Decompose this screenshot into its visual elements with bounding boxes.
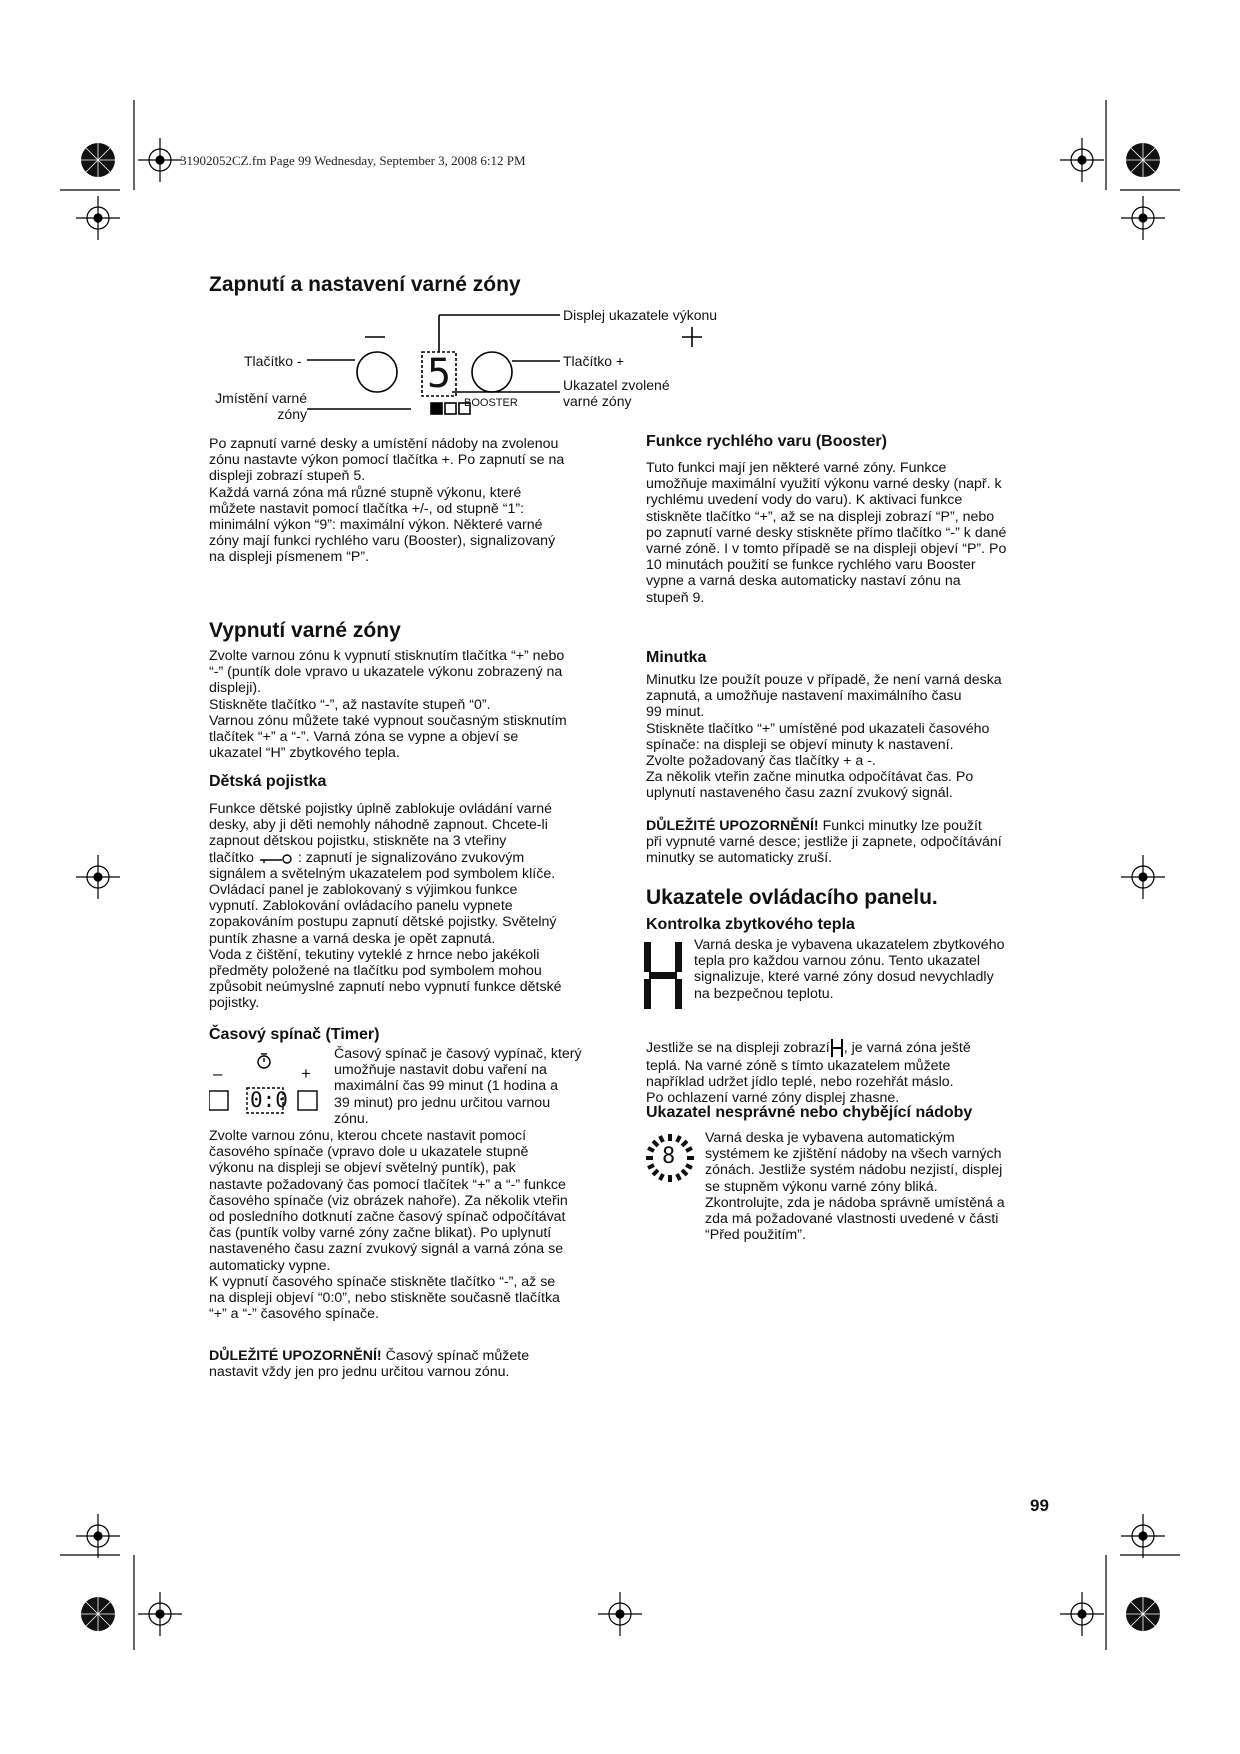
- residual-heat-body: [646, 1038, 1066, 1107]
- timer-title: Časový spínač (Timer): [209, 1026, 380, 1043]
- h-segment-icon: [642, 940, 684, 1012]
- minute-timer-important-note: [646, 818, 1066, 867]
- timer-important-label: DŮLEŽITÉ UPOZORNĚNÍ!: [209, 1348, 382, 1364]
- minute-important-label: DŮLEŽITÉ UPOZORNĚNÍ!: [646, 818, 819, 834]
- timer-important-text: Časový spínač můžete nastavit vždy jen pro jednu určitou varnou zónu.: [209, 1348, 530, 1381]
- booster-body: Tuto funkci mají jen některé varné zóny. Funkce umožňuje maximální využití výkonu varné desky (např. k rychlému uvedení vody do varu). K aktivaci funkce stiskněte tlačítko “+”, až se na displeji zobrazí “P”, nebo po zapnutí varné desky stiskněte přímo tlačítko “-” k dané varné zóně. I v tomto případě se na displeji objeví “P”. Po 10 minutách použití se funkce rychlého varu Booster vypne a varná deska automaticky nastaví zónu na stupeň 9.: [646, 460, 1007, 606]
- file-header: 31902052CZ.fm Page 99 Wednesday, September 3, 2008 6:12 PM: [180, 153, 526, 168]
- h-small-icon: [830, 1038, 844, 1058]
- timer-display-value: 0:0: [250, 1088, 288, 1112]
- key-icon: [258, 852, 294, 864]
- pan-detection-title: Ukazatel nesprávné nebo chybějící nádoby: [646, 1104, 973, 1121]
- booster-label: BOOSTER: [464, 397, 518, 409]
- child-lock-text-before: Funkce dětské pojistky úplně zablokuje ovládání varné desky, aby ji děti nemohly náhodně zapnout. Chcete-li zapnout dětskou pojistku, stiskněte na 3 vteřiny tlačítko: [209, 801, 553, 866]
- timer-side-text: Časový spínač je časový vypínač, který umožňuje nastavit dobu vaření na maximální čas 99 minut (1 hodina a 39 minut) pro jednu určitou varnou zónu.: [334, 1046, 582, 1127]
- timer-minus-label: –: [213, 1064, 223, 1083]
- child-lock-title: Dětská pojistka: [209, 773, 327, 790]
- label-display: Displej ukazatele výkonu: [563, 307, 718, 323]
- child-lock-text-after: : zapnutí je signalizováno zvukovým signálem a světelným ukazatelem pod symbolem klíče. Ovládací panel je zablokovaný s výjimkou funkce vypnutí. Zablokování ovládacího panelu vypnete zopakováním postupu zapnutí dětské pojistky. Světelný puntík zhasne a varná deska je opět zapnutá. Voda z čištění, tekutiny vyteklé z hrnce nebo jakékoli předměty položené na tlačítku pod symbolem mohou způsobit neúmyslné zapnutí nebo vypnutí funkce dětské pojistky.: [209, 849, 562, 1012]
- page-number: 99: [1030, 1496, 1049, 1515]
- booster-title: Funkce rychlého varu (Booster): [646, 433, 887, 450]
- timer-diagram: [209, 1050, 324, 1120]
- timer-plus-label: +: [301, 1064, 311, 1083]
- control-panel-diagram: [205, 305, 745, 430]
- residual-heat-text-after: , je varná zóna ještě teplá. Na varné zóně s tímto ukazatelem můžete například udržet jídlo teplé, nebo rozehřát máslo. Po ochlazení varné zóny displej zhasne.: [646, 1039, 971, 1107]
- label-selected-zone: Ukazatel zvolené varné zóny: [563, 377, 670, 409]
- residual-heat-text-before: Jestliže se na displeji zobrazí: [646, 1039, 830, 1056]
- child-lock-body: [209, 801, 629, 1012]
- power-display-value: 5: [427, 351, 452, 397]
- residual-heat-side-text: Varná deska je vybavena ukazatelem zbytkového tepla pro každou varnou zónu. Tento ukazatel signalizuje, které varné zóny dosud nevychladly na bezpečnou teplotu.: [694, 937, 1005, 1002]
- minute-timer-title: Minutka: [646, 649, 707, 666]
- timer-body: Zvolte varnou zónu, kterou chcete nastavit pomocí časového spínače (vpravo dole u ukazatele stupně výkonu na displeji se objeví světelný puntík), pak nastavte požadovaný čas pomocí tlačítek “+” a “-” funkce časového spínače (viz obrázek nahoře). Za několik vteřin od posledního dotknutí začne časový spínač odpočítávat čas (puntík volby varné zóny začne blikat). Po uplynutí nastaveného času zazní zvukový signál a varná zóna se automaticky vypne. K vypnutí časového spínače stiskněte tlačítko “-”, až se na displeji objeví “0:0”, nebo stiskněte současně tlačítka “+” a “-” časového spínače.: [209, 1128, 568, 1323]
- timer-important-note: [209, 1348, 629, 1380]
- section-switch-off-body: Zvolte varnou zónu k vypnutí stisknutím tlačítka “+” nebo “-” (puntík dole vpravo u ukazatele výkonu zobrazený na displeji). Stiskněte tlačítko “-”, až nastavíte stupeň “0”. Varnou zónu můžete také vypnout současným stisknutím tlačítek “+” a “-”. Varná zóna se vypne a objeví se ukazatel “H” zbytkového tepla.: [209, 648, 567, 762]
- label-zone-location: Jmístění varné zóny: [215, 390, 307, 422]
- label-plus-button: Tlačítko +: [563, 353, 625, 369]
- label-minus-button: Tlačítko -: [244, 353, 302, 369]
- indicators-title: Ukazatele ovládacího panelu.: [646, 886, 938, 909]
- pan-detection-digit: 8: [662, 1144, 676, 1169]
- section-title-switch-off: Vypnutí varné zóny: [209, 619, 401, 642]
- pan-detection-icon: [644, 1132, 696, 1184]
- minute-important-text: Funkci minutky lze použít při vypnuté varné desce; jestliže ji zapnete, odpočítávání minutky se automaticky zruší.: [646, 818, 1002, 867]
- minute-timer-body: Minutku lze použít pouze v případě, že není varná deska zapnutá, a umožňuje nastavení maximálního času 99 minut. Stiskněte tlačítko “+” umístěné pod ukazateli časového spínače: na displeji se objeví minuty k nastavení. Zvolte požadovaný čas tlačítky + a -. Za několik vteřin začne minutka odpočítávat čas. Po uplynutí nastaveného času zazní zvukový signál.: [646, 672, 1002, 802]
- section-switch-on-body: Po zapnutí varné desky a umístění nádoby na zvolenou zónu nastavte výkon pomocí tlačítka +. Po zapnutí se na displeji zobrazí stupeň 5. Každá varná zóna má různé stupně výkonu, které můžete nastavit pomocí tlačítka +/-, od stupně “1”: minimální výkon “9”: maximální výkon. Některé varné zóny mají funkci rychlého varu (Booster), signalizovaný na displeji písmenem “P”.: [209, 436, 565, 566]
- residual-heat-title: Kontrolka zbytkového tepla: [646, 916, 855, 933]
- section-title-switch-on: Zapnutí a nastavení varné zóny: [209, 273, 521, 296]
- pan-detection-side-text: Varná deska je vybavena automatickým systémem ke zjištění nádoby na všech varných zónách. Jestliže systém nádobu nezjistí, displej se stupněm výkonu varné zóny bliká. Zkontrolujte, zda je nádoba správně umístěná a zda má požadované vlastnosti uvedené v části “Před použitím”.: [705, 1130, 1005, 1244]
